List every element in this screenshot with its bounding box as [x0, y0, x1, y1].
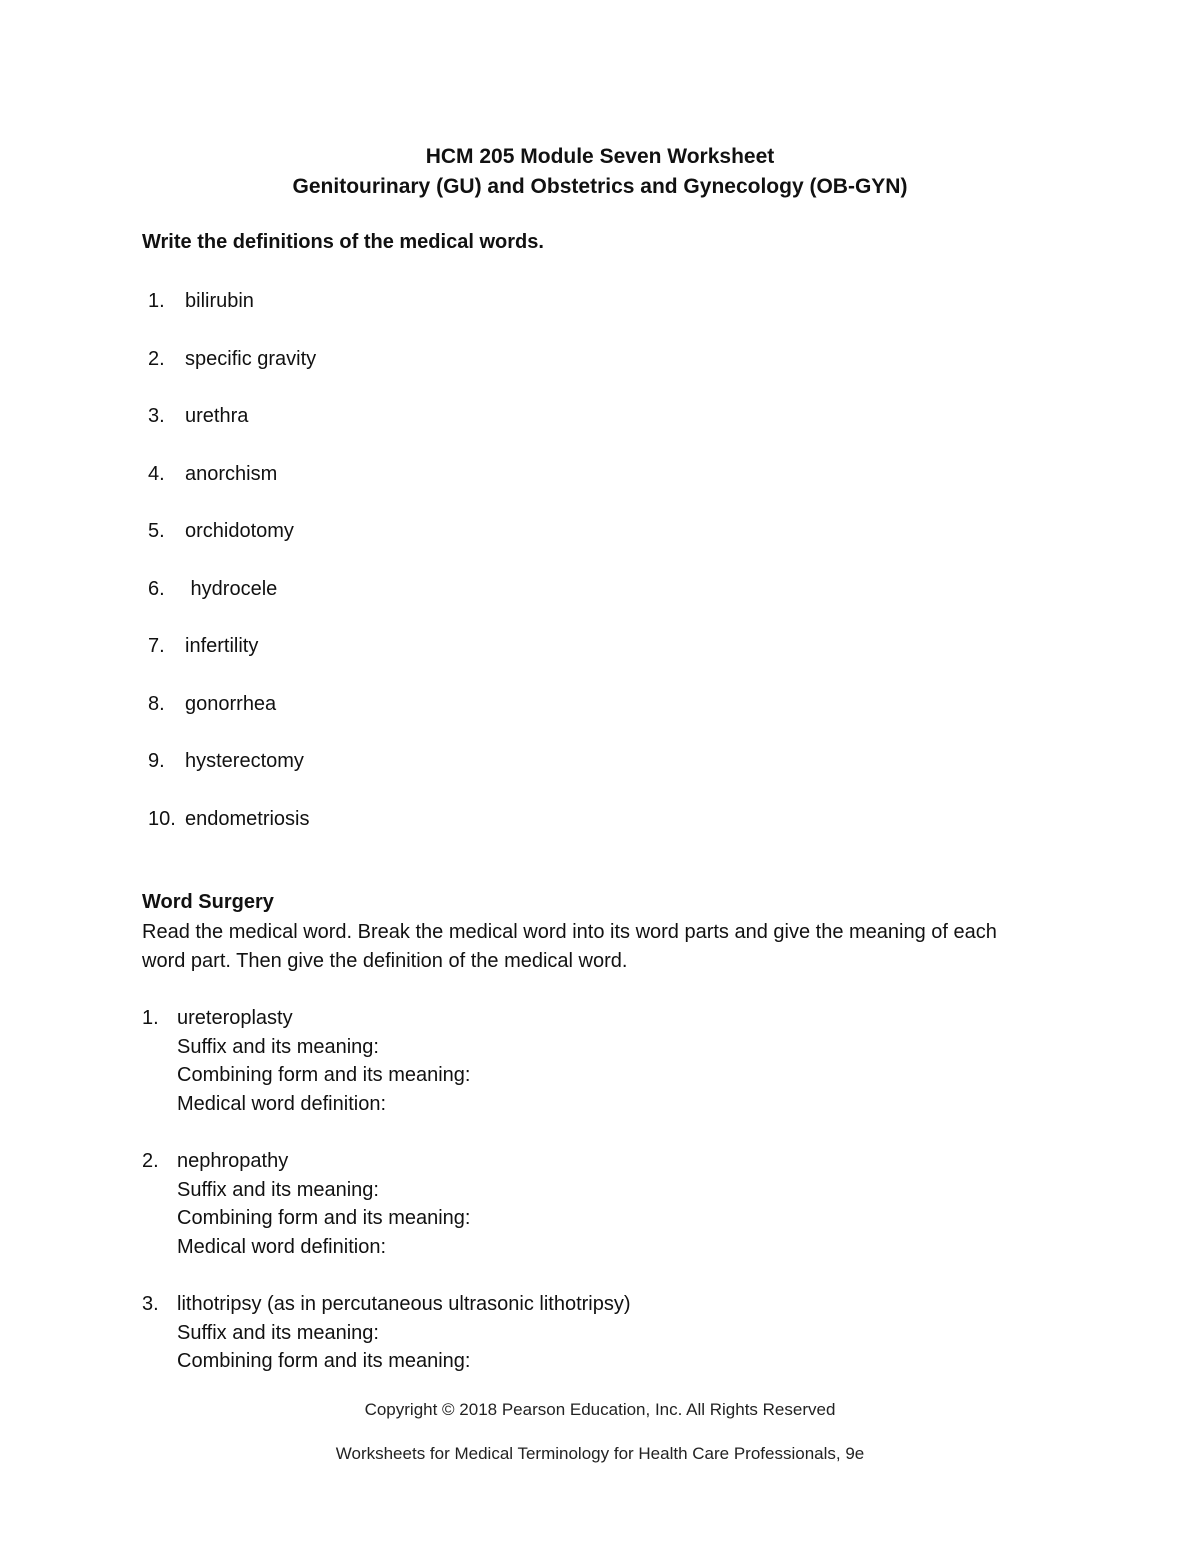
medical-word: nephropathy	[177, 1150, 289, 1172]
suffix-prompt: Suffix and its meaning:	[177, 1178, 379, 1201]
word-surgery-heading: Word Surgery	[142, 891, 274, 913]
suffix-prompt: Suffix and its meaning:	[177, 1321, 379, 1344]
item-number: 7.	[148, 635, 165, 657]
list-item	[0, 286, 1200, 316]
medical-word: anorchism	[185, 462, 278, 485]
item-number: 3.	[148, 405, 165, 427]
medical-word: specific gravity	[185, 347, 317, 370]
medical-word: gonorrhea	[185, 692, 277, 715]
medical-word: hysterectomy	[185, 750, 304, 772]
list-item	[0, 746, 1200, 776]
item-number: 2.	[148, 347, 165, 370]
list-item	[0, 344, 1200, 374]
medical-word: ureteroplasty	[177, 1007, 293, 1029]
definition-prompt: Medical word definition:	[177, 1092, 386, 1115]
list-item	[0, 804, 1200, 834]
item-number: 1.	[148, 290, 165, 312]
combining-form-prompt: Combining form and its meaning:	[177, 1207, 471, 1229]
medical-word: infertility	[185, 635, 259, 657]
item-number: 5.	[148, 520, 165, 542]
combining-form-prompt: Combining form and its meaning:	[177, 1350, 471, 1372]
item-number: 8.	[148, 692, 165, 715]
medical-word: orchidotomy	[185, 520, 294, 542]
list-item	[0, 459, 1200, 489]
medical-word: bilirubin	[185, 290, 254, 312]
combining-form-prompt: Combining form and its meaning:	[177, 1064, 471, 1086]
definitions-heading: Write the definitions of the medical words.	[142, 231, 544, 253]
list-item	[0, 689, 1200, 719]
book-title-footer: Worksheets for Medical Terminology for Health Care Professionals, 9e	[335, 1444, 865, 1463]
medical-word: lithotripsy (as in percutaneous ultrasonic lithotripsy)	[177, 1293, 631, 1315]
medical-word: urethra	[185, 405, 249, 427]
suffix-prompt: Suffix and its meaning:	[177, 1035, 379, 1058]
item-number: 3.	[142, 1293, 159, 1315]
item-number: 2.	[142, 1150, 159, 1172]
definition-prompt: Medical word definition:	[177, 1235, 386, 1258]
list-item	[0, 516, 1200, 546]
medical-word: hydrocele	[185, 577, 278, 600]
item-number: 9.	[148, 750, 165, 772]
medical-word: endometriosis	[185, 807, 310, 830]
item-number: 4.	[148, 462, 165, 485]
item-number: 6.	[148, 577, 165, 600]
copyright-footer: Copyright © 2018 Pearson Education, Inc. All Rights Reserved	[364, 1400, 836, 1419]
list-item	[0, 574, 1200, 604]
list-item	[0, 401, 1200, 431]
word-surgery-instructions: Read the medical word. Break the medical word into its word parts and give the meaning of each word part. Then give the definition of the medical word.	[142, 921, 997, 972]
item-number: 1.	[142, 1007, 159, 1029]
item-number: 10.	[148, 807, 176, 830]
page-title: HCM 205 Module Seven Worksheet	[425, 145, 775, 168]
page-subtitle: Genitourinary (GU) and Obstetrics and Gynecology (OB-GYN)	[292, 175, 908, 198]
list-item	[0, 631, 1200, 661]
